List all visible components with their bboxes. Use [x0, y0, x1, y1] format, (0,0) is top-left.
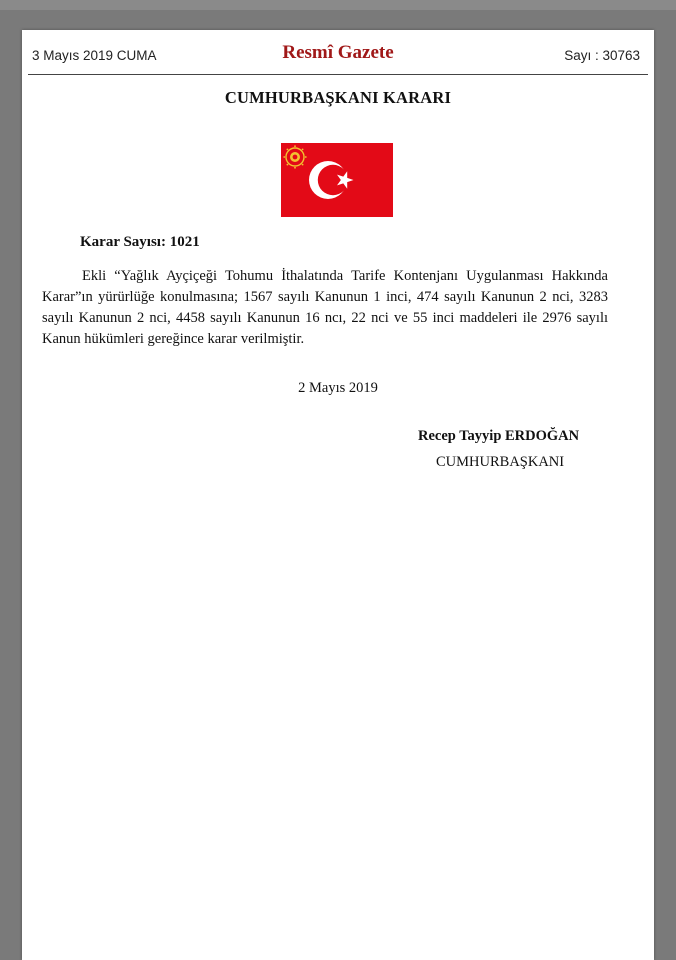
turkish-flag-icon — [281, 143, 393, 217]
decision-title: CUMHURBAŞKANI KARARI — [224, 88, 452, 107]
gazette-page — [22, 30, 654, 960]
top-strip — [0, 0, 676, 10]
decision-date: 2 Mayıs 2019 — [298, 380, 378, 396]
issue-number: Sayı : 30763 — [564, 48, 640, 63]
signer-name: Recep Tayyip ERDOĞAN — [418, 428, 580, 444]
header-divider — [28, 74, 648, 75]
decision-number: Karar Sayısı: 1021 — [80, 234, 200, 250]
gazette-title: Resmî Gazete — [282, 42, 394, 63]
decision-body: Ekli “Yağlık Ayçiçeği Tohumu İthalatında Tarife Kontenjanı Uygulanması Hakkında Karar”ın yürürlüğe konulmasına; 1567 sayılı Kanunun 1 inci, 474 sayılı Kanunun 2 nci, 3283 sayılı Kanunun 2 nci, 4458 sayılı Kanunun 16 ncı, 22 nci ve 55 inci maddeleri ile 2976 sayılı Kanun hükümleri gereğince karar verilmiştir. — [42, 268, 608, 347]
signer-title: CUMHURBAŞKANI — [436, 454, 565, 470]
header-date: 3 Mayıs 2019 CUMA — [32, 48, 157, 63]
